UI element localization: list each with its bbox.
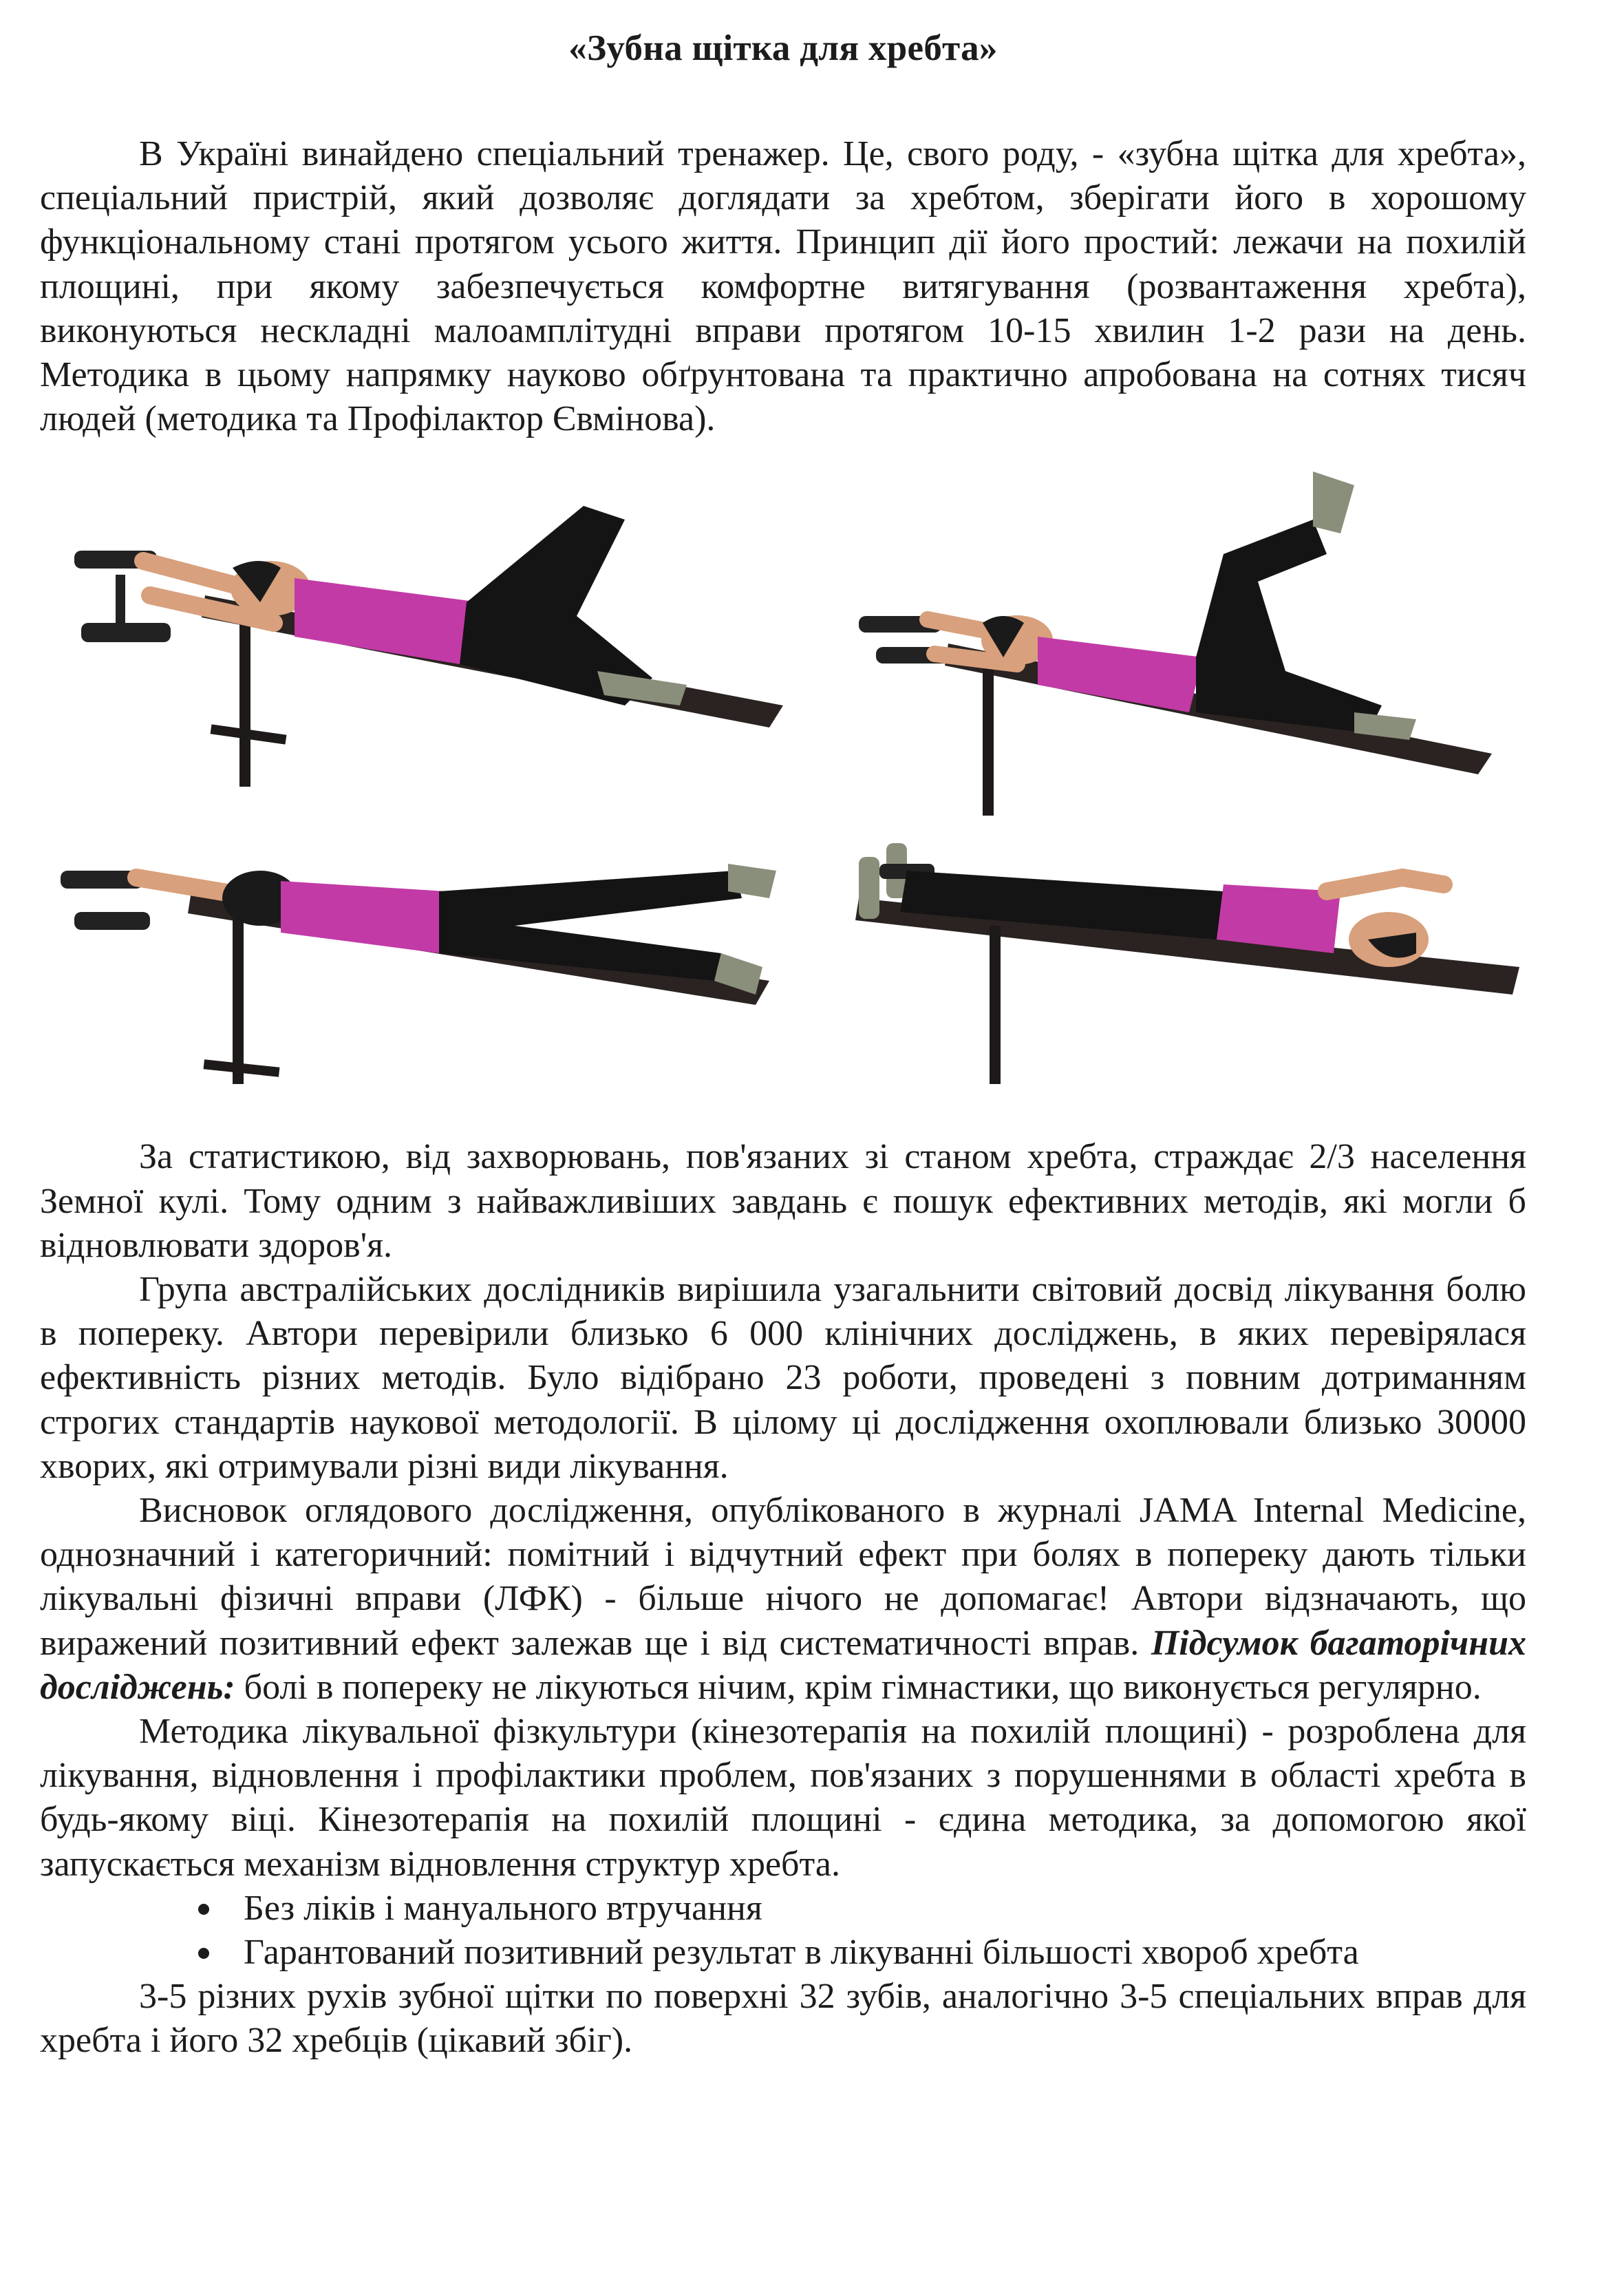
- list-item-text: Без ліків і мануального втручання: [244, 1888, 762, 1928]
- exercise-photo-4: [855, 843, 1519, 1084]
- method-paragraph: Методика лікувальної фізкультури (кінезотерапія на похилій площині) - розроблена для лікування, відновлення і профілактики проблем, пов'язаних з порушеннями в області хребта в будь-якому віці. Кінезотерапія на похилій площині - єдина методика, за допомогою якої запускається механізм відновлення структур хребта.: [40, 1712, 1526, 1884]
- conclusion-text-after: болі в попереку не лікуються нічим, крім гімнастики, що виконується регулярно.: [244, 1667, 1482, 1707]
- document-page: [40, 0, 1526, 2063]
- exercise-photo-3: [61, 864, 776, 1084]
- list-item: [40, 1887, 1526, 1931]
- bullet-icon: [198, 1948, 209, 1959]
- intro-paragraph: В Україні винайдено спеціальний тренажер. Це, свого роду, - «зубна щітка для хребта», спеціальний пристрій, який дозволяє доглядати за хребтом, зберігати його в хорошому функціональному стані протягом усього життя. Принцип дії його простий: лежачи на похилій площині, при якому забезпечується комфортне витягування (розвантаження хребта), виконуються нескладні малоамплітудні вправи протягом 10-15 хвилин 1-2 рази на день. Методика в цьому напрямку науково обґрунтована та практично апробована на сотнях тисяч людей (методика та Профілактор Євмінова).: [40, 134, 1526, 439]
- conclusion-text-before: Висновок оглядового дослідження, опублікованого в журналі JAMA Internal Medicine, однозначний і категоричний: помітний і відчутний ефект при болях в попереку дають тільки лікувальні фізичні вправи (ЛФК) - більше нічого не допомагає! Автори відзначають, що виражений позитивний ефект залежав ще і від систематичності вправ.: [40, 1491, 1526, 1663]
- exercise-photos: [33, 458, 1581, 1118]
- closing-paragraph: 3-5 різних рухів зубної щітки по поверхні 32 зубів, аналогічно 3-5 спеціальних вправ для хребта і його 32 хребців (цікавий збіг).: [40, 1977, 1526, 2061]
- exercise-illustration: [33, 458, 1581, 1118]
- exercise-photo-2: [859, 471, 1492, 816]
- document-title: «Зубна щітка для хребта»: [568, 28, 998, 68]
- list-item-text: Гарантований позитивний результат в лікуванні більшості хвороб хребта: [244, 1933, 1359, 1973]
- bullet-icon: [198, 1904, 209, 1915]
- exercise-photo-1: [74, 506, 783, 787]
- conclusion-paragraph: [40, 1489, 1526, 1710]
- research-paragraph: Група австралійських дослідників вирішила узагальнити світовий досвід лікування болю в попереку. Автори перевірили близько 6 000 клінічних досліджень, в яких перевірялася ефективність різних методів. Було відібрано 23 роботи, проведені з повним дотриманням строгих стандартів наукової методології. В цілому ці дослідження охоплювали близько 30000 хворих, які отримували різні види лікування.: [40, 1270, 1526, 1486]
- statistics-paragraph: За статистикою, від захворювань, пов'язаних зі станом хребта, страждає 2/3 населення Земної кулі. Тому одним з найважливіших завдань є пошук ефективних методів, які могли б відновлювати здоров'я.: [40, 1137, 1526, 1265]
- list-item: [40, 1931, 1526, 1975]
- conclusion-emphasis: Підсумок багаторічних досліджень:: [40, 1623, 1527, 1707]
- benefits-list: [40, 1887, 1526, 1975]
